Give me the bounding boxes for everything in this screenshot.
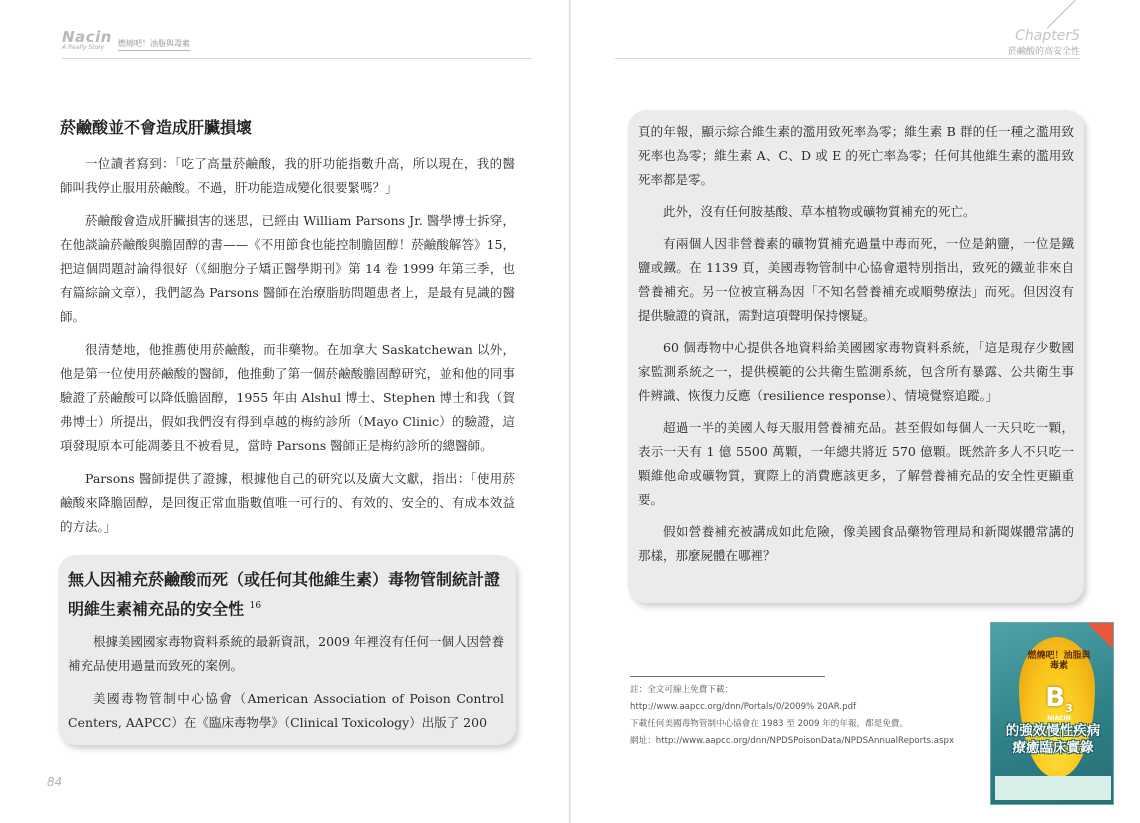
footnote-ref: 16 bbox=[249, 601, 262, 611]
book-title-tag: 燃燒吧！油脂與毒素 bbox=[118, 38, 190, 51]
page-gutter bbox=[569, 0, 571, 823]
cover-corner-ribbon bbox=[1087, 623, 1113, 649]
chapter-subtitle: 菸鹼酸的高安全性 bbox=[1007, 47, 1080, 57]
sidebar-box-continued bbox=[628, 110, 1084, 603]
cover-b3-logo: $B_3$ bbox=[1045, 683, 1073, 716]
footnote-line: 註：全文可線上免費下載： bbox=[630, 685, 734, 695]
body-paragraph: Parsons 醫師提供了證據，根據他自己的研究以及廣大文獻，指出：「使用菸鹼酸來降膽固醇，是回復正常血脂數值唯一可行的、有效的、安全的、有成本效益的方法。」 bbox=[60, 471, 515, 534]
header-rule-left bbox=[62, 58, 532, 59]
body-paragraph: 菸鹼酸會造成肝臟損害的迷思，已經由 William Parsons Jr. 醫學博士拆穿，在他談論菸鹼酸與膽固醇的書——《不用節食也能控制膽固醇！菸鹼酸解答》15，把這個問題討論得很好（《細胞分子矯正醫學期刊》第 14 卷 1999 年第三季，也有篇綜論文章），我們認為 Parsons 醫師在治療脂肪問題患者上，是最有見識的醫師。 bbox=[60, 213, 515, 324]
header-rule-right bbox=[615, 58, 1080, 59]
footnote-line: 網址：http://www.aapcc.org/dnn/NPDSPoisonData/NPDSAnnualReports.aspx bbox=[630, 736, 955, 746]
footnote bbox=[630, 682, 990, 750]
book-cover-image bbox=[990, 622, 1114, 805]
sidebar-box-title: 無人因補充菸鹼酸而死（或任何其他維生素）毒物管制統計證明維生素補充品的安全性 $^{16}$ bbox=[68, 570, 501, 619]
sidebar-paragraph: 根據美國國家毒物資料系統的最新資訊，2009 年裡沒有任何一個人因營養補充品使用過量而致死的案例。 bbox=[68, 634, 504, 674]
brand-subtitle: A Really Story bbox=[62, 44, 105, 51]
footnote-rule bbox=[630, 676, 825, 677]
body-paragraph: 很清楚地，他推薦使用菸鹼酸，而非藥物。在加拿大 Saskatchewan 以外，他是第一位使用菸鹼酸的醫師，他推動了第一個菸鹼酸膽固醇研究，並和他的同事驗證了菸鹼酸可以降低膽固醇，1955 年由 Alshul 博士、Stephen 博士和我（賀弗博士）所提出，假如我們沒有得到卓越的梅約診所（Mayo Clinic）的驗證，這項發現原本可能凋萎且不被看見，當時 Parsons 醫師正是梅約診所的總醫師。 bbox=[60, 342, 515, 453]
left-page-body bbox=[60, 115, 515, 548]
page-number: 84 bbox=[47, 775, 63, 789]
sidebar-box bbox=[58, 555, 516, 745]
sidebar-paragraph: 60 個毒物中心提供各地資料給美國國家毒物資料系統，「這是現存少數國家監測系統之一，提供模範的公共衛生監測系統，包含所有暴露、公共衛生事件辨識、恢復力反應（resilience response）、情境覺察追蹤。」 bbox=[638, 340, 1074, 403]
cover-tagline: 的強效慢性疾病 療癒臨床實錄 bbox=[1005, 723, 1101, 756]
footnote-link[interactable]: http://www.aapcc.org/dnn/Portals/0/2009% 20AR.pdf bbox=[630, 702, 857, 712]
body-paragraph: 一位讀者寫到：「吃了高量菸鹼酸，我的肝功能指數升高，所以現在，我的醫師叫我停止服用菸鹼酸。不過，肝功能造成變化很要緊嗎？」 bbox=[60, 156, 515, 195]
sidebar-paragraph: 有兩個人因非營養素的礦物質補充過量中毒而死，一位是鈉鹽，一位是鐵鹽或鐵。在 1139 頁，美國毒物管制中心協會還特別指出，致死的鐵並非來自營養補充。另一位被宣稱為因「不知名營養補充或順勢療法」而死。但因沒有提供驗證的資訊，需對這項聲明保持懷疑。 bbox=[638, 236, 1074, 323]
section-title: 菸鹼酸並不會造成肝臟損壞 bbox=[60, 118, 253, 137]
running-header-right bbox=[1008, 28, 1080, 57]
footnote-line: 下載任何美國毒物管制中心協會在 1983 至 2009 年的年報，都是免費。 bbox=[630, 719, 909, 729]
cover-title: 燃燒吧！油脂與毒素 bbox=[1027, 651, 1091, 671]
cover-niacin-label: NIACIN bbox=[1047, 715, 1071, 722]
cover-bottom-band bbox=[995, 776, 1111, 800]
sidebar-paragraph: 此外，沒有任何胺基酸、草本植物或礦物質補充的死亡。 bbox=[663, 204, 976, 219]
sidebar-paragraph: 假如營養補充被講成如此危險，像美國食品藥物管理局和新聞媒體常講的那樣，那麼屍體在哪裡？ bbox=[638, 524, 1074, 563]
brand-logo: Nacin bbox=[62, 28, 112, 46]
sidebar-paragraph: 美國毒物管制中心協會（American Association of Poison Control Centers, AAPCC）在《臨床毒物學》（Clinical Toxicology）出版了 200 bbox=[68, 691, 504, 731]
corner-decoration bbox=[1047, 0, 1076, 29]
sidebar-paragraph: 頁的年報，顯示綜合維生素的濫用致死率為零；維生素 B 群的任一種之濫用致死率也為零；維生素 A、C、D 或 E 的死亡率為零；任何其他維生素的濫用致死率都是零。 bbox=[638, 124, 1074, 187]
chapter-label: Chapter5 bbox=[1015, 28, 1080, 44]
sidebar-paragraph: 超過一半的美國人每天服用營養補充品。甚至假如每個人一天只吃一顆，表示一天有 1 億 5500 萬顆，一年總共將近 570 億顆。既然許多人不只吃一顆維他命或礦物質，實際上的消費應該更多，了解營養補充品的安全性更顯重要。 bbox=[638, 420, 1074, 507]
running-header-left bbox=[62, 28, 190, 51]
